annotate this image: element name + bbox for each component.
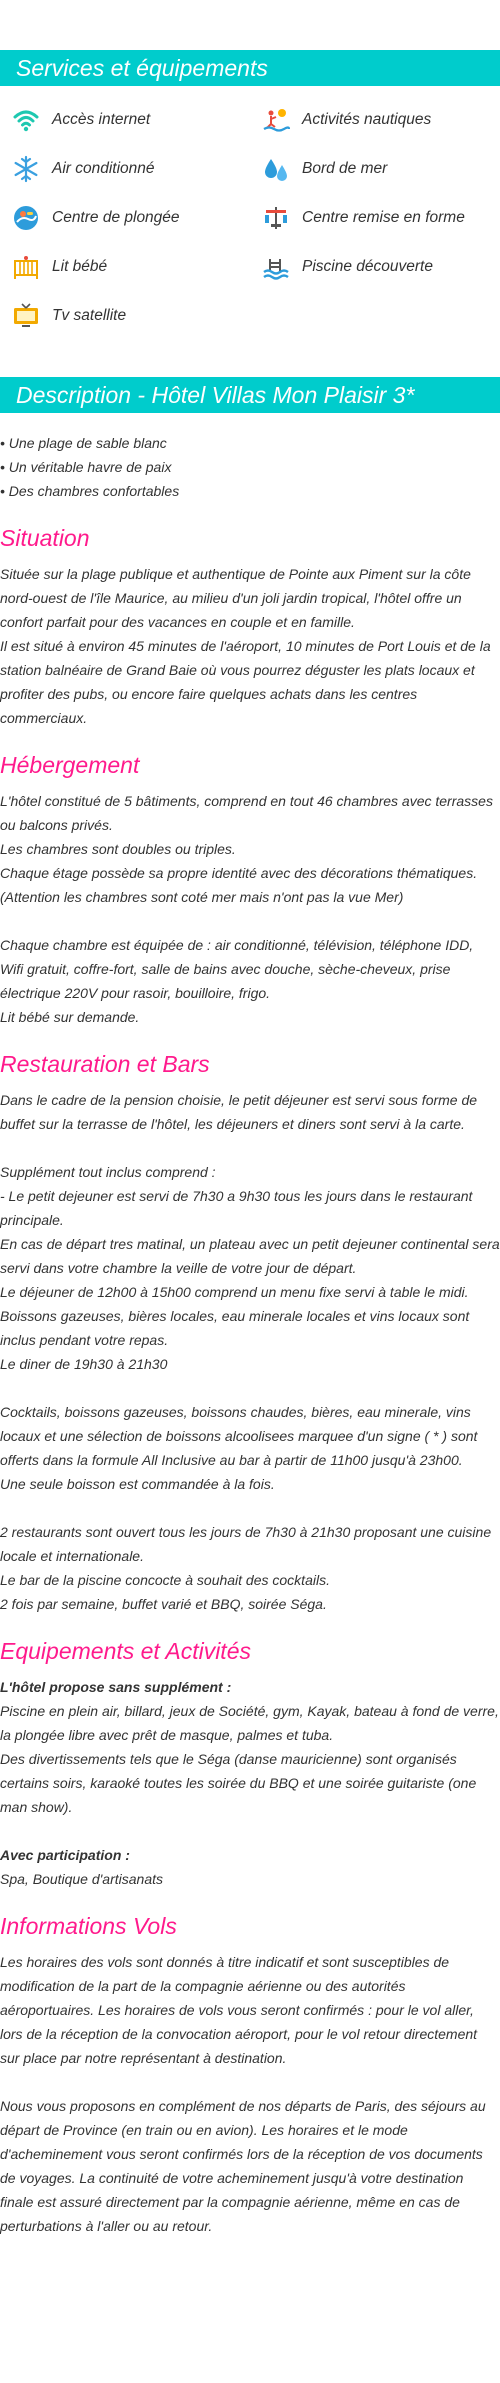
service-label: Centre de plongée — [52, 208, 180, 226]
equipements-label — [0, 1843, 500, 1867]
situation-text: Située sur la plage publique et authentique de Pointe aux Piment sur la côte nord-ouest de l'île Maurice, au milieu d'un joli jardin tropical, l'hôtel offre un confort parfait pour des vacances en couple et en famille. — [0, 566, 471, 630]
hebergement-text: Chaque chambre est équipée de : air conditionné, télévision, téléphone IDD, Wifi gratuit, coffre-fort, salle de bains avec douche, sèche-cheveux, prise électrique 220V pour rasoir, bouilloire, frigo. — [0, 937, 474, 1001]
highlights-list — [0, 431, 500, 503]
restauration-text: Dans le cadre de la pension choisie, le petit déjeuner est servi sous forme de buffet sur la terrasse de l'hôtel, les déjeuners et diners sont servi à la carte. — [0, 1092, 478, 1132]
situation-heading: Situation — [0, 525, 90, 551]
service-label: Lit bébé — [52, 257, 108, 275]
hebergement-text: Les chambres sont doubles ou triples. — [0, 841, 236, 857]
service-label: Activités nautiques — [302, 110, 432, 128]
service-item-fitness — [262, 204, 500, 231]
wifi-icon — [12, 106, 40, 134]
restauration-text: Une seule boisson est commandée à la fois. — [0, 1476, 275, 1492]
service-label: Bord de mer — [302, 159, 388, 177]
service-item-aircon — [12, 155, 262, 182]
baby-crib-icon — [12, 253, 40, 281]
restauration-text: Le bar de la piscine concocte à souhait des cocktails. — [0, 1572, 330, 1588]
restauration-text: 2 fois par semaine, buffet varié et BBQ, soirée Séga. — [0, 1596, 327, 1612]
water-drops-icon — [262, 155, 290, 183]
service-item-pool — [262, 253, 500, 280]
list-item: • Des chambres confortables — [0, 483, 180, 499]
service-label: Centre remise en forme — [302, 208, 465, 226]
equipements-label — [0, 1675, 500, 1699]
equipements-avec-label: Avec participation : — [0, 1847, 130, 1863]
situation-text: Il est situé à environ 45 minutes de l'aéroport, 10 minutes de Port Louis et de la station balnéaire de Grand Baie où vous pourrez déguster les plats locaux et profiter des pubs, ou encore faire quelques achats dans les centres commerciaux. — [0, 638, 491, 726]
service-item-internet — [12, 106, 262, 133]
hebergement-text: Lit bébé sur demande. — [0, 1009, 140, 1025]
equipements-text: Des divertissements tels que le Séga (danse mauricienne) sont organisés certains soirs, karaoké toutes les soirée du BBQ et une soirée guitariste (one man show). — [0, 1751, 477, 1815]
service-label: Air conditionné — [52, 159, 155, 177]
vols-text: Les horaires des vols sont donnés à titre indicatif et sont susceptibles de modification de la part de la compagnie aérienne ou des autorités aéroportuaires. Les horaires de vols vous seront confirmés : pour le vol aller, lors de la réception de la convocation aéroport, pour le vol retour directement sur place par notre représentant à destination. — [0, 1954, 478, 2066]
services-header: Services et équipements — [0, 50, 500, 86]
fitness-icon — [262, 204, 290, 232]
diving-center-icon — [12, 204, 40, 232]
service-label: Tv satellite — [52, 306, 127, 324]
list-item: • Un véritable havre de paix — [0, 459, 172, 475]
list-item: • Une plage de sable blanc — [0, 435, 167, 451]
service-item-crib — [12, 253, 262, 280]
service-item-diving — [12, 204, 262, 231]
services-grid — [0, 106, 500, 329]
hebergement-heading: Hébergement — [0, 752, 140, 778]
equipements-heading: Equipements et Activités — [0, 1638, 251, 1664]
vols-heading: Informations Vols — [0, 1913, 177, 1939]
snowflake-icon — [12, 155, 40, 183]
service-label: Accès internet — [52, 110, 151, 128]
restauration-text: Le diner de 19h30 à 21h30 — [0, 1356, 168, 1372]
restauration-text: 2 restaurants sont ouvert tous les jours de 7h30 à 21h30 proposant une cuisine locale et internationale. — [0, 1524, 492, 1564]
service-label: Piscine découverte — [302, 257, 433, 275]
restauration-text: Cocktails, boissons gazeuses, boissons chaudes, bières, eau minerale, vins locaux et une sélection de boissons alcoolisees marquee d'un signe ( * ) sont offerts dans la formule All Inclusive au bar à partir de 11h00 jusqu'à 23h00. — [0, 1404, 478, 1468]
service-item-seaside — [262, 155, 500, 182]
description-header: Description - Hôtel Villas Mon Plaisir 3* — [0, 377, 500, 413]
restauration-text: - Le petit dejeuner est servi de 7h30 a 9h30 tous les jours dans le restaurant principale. — [0, 1188, 473, 1228]
hebergement-text: L'hôtel constitué de 5 bâtiments, comprend en tout 46 chambres avec terrasses ou balcons privés. — [0, 793, 493, 833]
equipements-text: Spa, Boutique d'artisanats — [0, 1871, 164, 1887]
hebergement-text: Chaque étage possède sa propre identité avec des décorations thématiques. (Attention les chambres sont coté mer mais n'ont pas la vue Mer) — [0, 865, 478, 905]
tv-icon — [12, 302, 40, 330]
restauration-text: En cas de départ tres matinal, un plateau avec un petit dejeuner continental sera servi dans votre chambre la veille de votre jour de départ. — [0, 1236, 500, 1276]
restauration-text: Le déjeuner de 12h00 à 15h00 comprend un menu fixe servi à table le midi. Boissons gazeuses, bières locales, eau minerale locales et vins locaux sont inclus pendant votre repas. — [0, 1284, 470, 1348]
pool-icon — [262, 253, 290, 281]
service-item-nautical — [262, 106, 500, 133]
nautical-activities-icon — [262, 106, 290, 134]
equipements-text: Piscine en plein air, billard, jeux de Société, gym, Kayak, bateau à fond de verre, la plongée libre avec prêt de masque, palmes et tuba. — [0, 1703, 499, 1743]
restauration-text: Supplément tout inclus comprend : — [0, 1164, 216, 1180]
service-item-tv — [12, 302, 262, 329]
vols-text: Nous vous proposons en complément de nos départs de Paris, des séjours au départ de Province (en train ou en avion). Les horaires et le mode d'acheminement vous seront confirmés lors de la réception de vos documents de voyages. La continuité de votre acheminement jusqu'à votre destination finale est assuré directement par la compagnie aérienne, même en cas de perturbations à l'aller ou au retour. — [0, 2098, 486, 2234]
restauration-heading: Restauration et Bars — [0, 1051, 210, 1077]
equipements-sans-label: L'hôtel propose sans supplément : — [0, 1679, 232, 1695]
